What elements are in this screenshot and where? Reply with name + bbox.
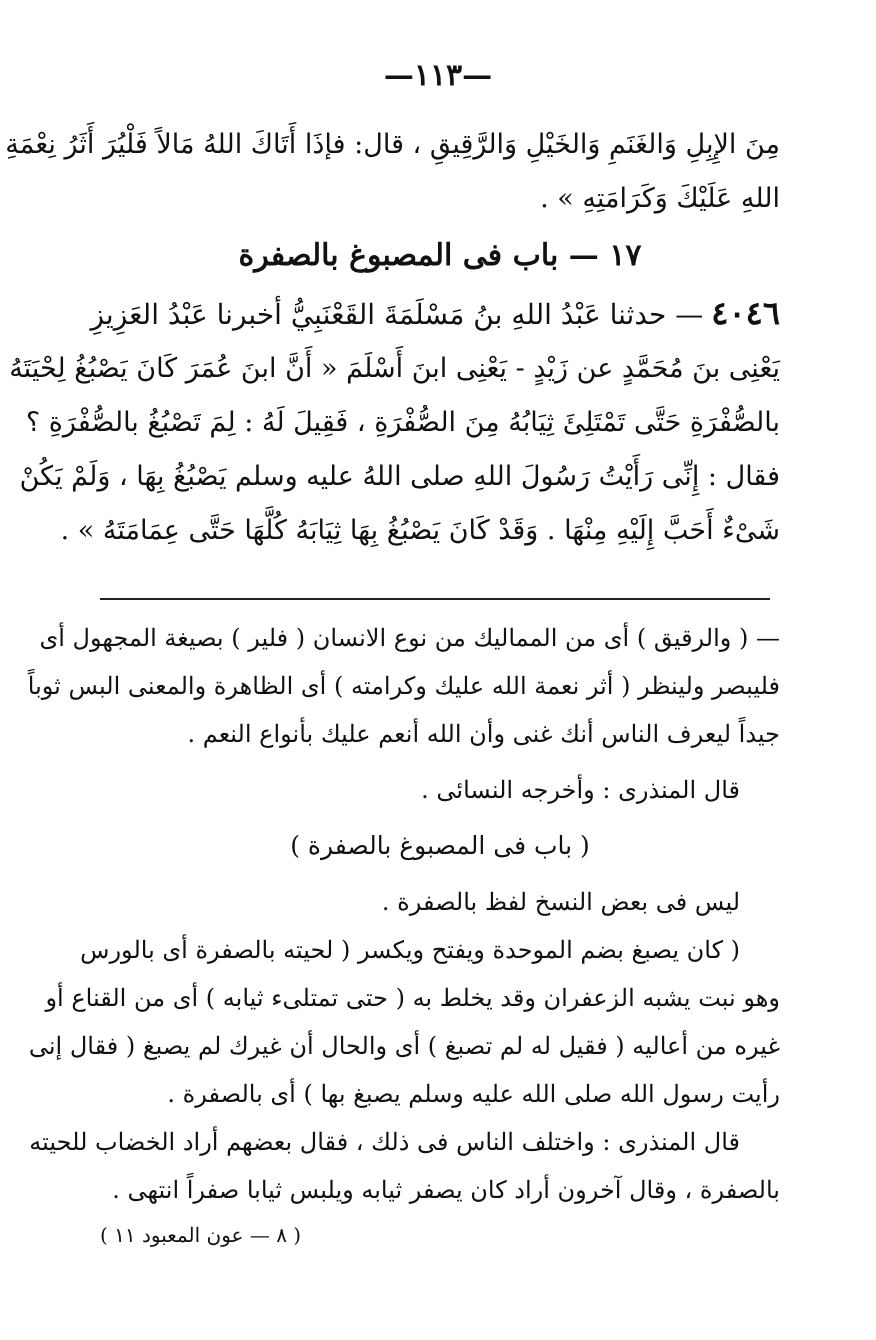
spacer (100, 814, 780, 822)
signature-mark: ( ٨ — عون المعبود ١١ ) (100, 1223, 302, 1247)
chapter-reference: ( باب فى المصبوغ بالصفرة ) (290, 831, 590, 860)
chapter-heading: ١٧ — باب فى المصبوغ بالصفرة (238, 238, 642, 273)
main-line: اللهِ عَلَيْكَ وَكَرَامَتِهِ » . (540, 183, 780, 214)
spacer (100, 758, 780, 766)
mundhiri-note: قال المنذرى : وأخرجه النسائى . (421, 776, 740, 804)
manuscript-note: ليس فى بعض النسخ لفظ بالصفرة . (381, 888, 740, 916)
commentary-line: ( كان يصبغ بضم الموحدة ويفتح ويكسر ( لحيته بالصفرة أى بالورس (80, 936, 740, 964)
hadith-line: بالصُّفْرَةِ حَتَّى تَمْتَلِئَ ثِيَابُهُ مِنَ الصُّفْرَةِ ، فَقِيلَ لَهُ : لِمَ تَصْبُغُ بالصُّفْرَةِ ؟ (25, 407, 780, 438)
commentary-line: فليبصر ولينظر ( أثر نعمة الله عليك وكرامته ) أى الظاهرة والمعنى البس ثوباً (27, 672, 780, 700)
commentary-line: بالصفرة ، وقال آخرون أراد كان يصفر ثيابه ويلبس ثيابا صفراً انتهى . (112, 1176, 780, 1204)
commentary-line: وهو نبت يشبه الزعفران وقد يخلط به ( حتى تمتلىء ثيابه ) أى من القناع أو (45, 984, 780, 1012)
hadith-line: فقال : إِنِّى رَأَيْتُ رَسُولَ اللهِ صلى اللهُ عليه وسلم يَصْبُغُ بِهَا ، وَلَمْ يَكُنْ (19, 461, 780, 492)
hadith-line (90, 286, 780, 342)
hadith-line: شَىْءٌ أَحَبَّ إِلَيْهِ مِنْهَا . وَقَدْ كَانَ يَصْبُغُ بِهَا ثِيَابَهُ كُلَّهَا حَتَّى عِمَامَتَهُ » . (60, 515, 780, 546)
main-line: مِنَ الإِبِلِ وَالغَنَمِ وَالخَيْلِ وَالرَّقِيقِ ، قال: فإذَا أَتَاكَ اللهُ مَالاً فَلْيُرَ أَثَرُ نِعْمَةِ (5, 129, 780, 160)
commentary (27, 614, 780, 1214)
main-text (5, 118, 780, 558)
page-number: —١١٣— (383, 58, 493, 93)
footnote-divider (100, 598, 770, 600)
hadith-line-text: — حدثنا عَبْدُ اللهِ بنُ مَسْلَمَةَ القَعْنَبِيُّ أخبرنا عَبْدُ العَزِيزِ (90, 298, 704, 331)
commentary-line: جيداً ليعرف الناس أنك غنى وأن الله أنعم عليك بأنواع النعم . (187, 720, 780, 748)
commentary-line: غيره من أعاليه ( فقيل له لم تصبغ ) أى والحال أن غيرك لم يصبغ ( فقال إنى (28, 1032, 780, 1060)
commentary-line: قال المنذرى : واختلف الناس فى ذلك ، فقال بعضهم أراد الخضاب للحيته (29, 1128, 740, 1156)
commentary-line: رأيت رسول الله صلى الله عليه وسلم يصبغ بها ) أى بالصفرة . (167, 1080, 780, 1108)
commentary-line: — ( والرقيق ) أى من المماليك من نوع الانسان ( فلير ) بصيغة المجهول أى (39, 624, 780, 652)
hadith-line: يَعْنِى بنَ مُحَمَّدٍ عن زَيْدٍ - يَعْنِى ابنَ أَسْلَمَ « أَنَّ ابنَ عُمَرَ كَانَ يَصْبُغُ لِحْيَتَهُ (9, 353, 780, 384)
spacer (100, 870, 780, 878)
hadith-number: ٤٠٤٦ (711, 294, 780, 332)
divider-mark (107, 598, 127, 600)
